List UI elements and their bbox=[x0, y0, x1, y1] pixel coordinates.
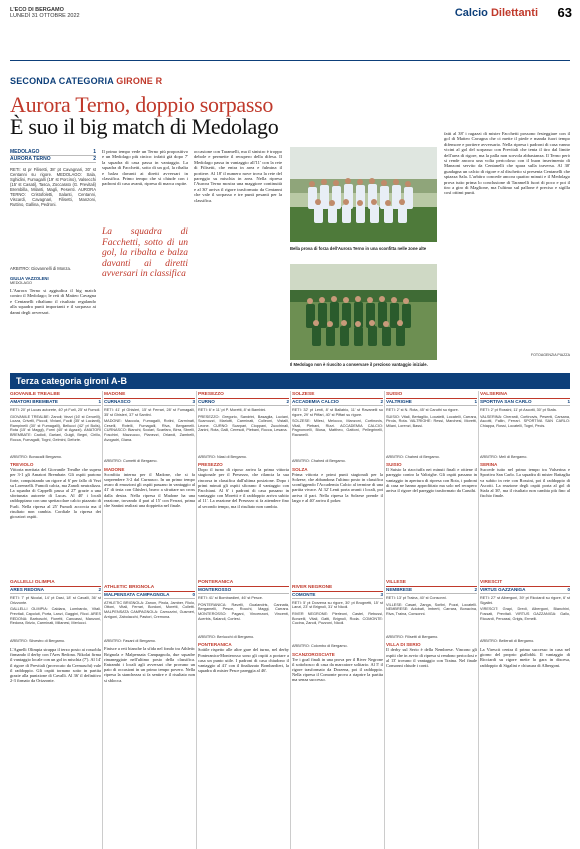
col6-team-score: 1 bbox=[567, 399, 570, 404]
col5-referee: ARBITRO: Chahed di Bergamo. bbox=[386, 454, 440, 459]
kicker-a: SECONDA CATEGORIA bbox=[10, 76, 114, 86]
col5-score2 bbox=[386, 587, 477, 594]
grid-divider bbox=[196, 391, 197, 849]
col5-loc2: VILLA DI SERIO bbox=[386, 642, 421, 648]
col2-body: Sconfitta interna per il Madone, che si fa sorprendere 3-2 dal Curnasco. In un primo tempo avaro di emozioni gli ospiti passano in vantaggio al 41' di testa con Ghisleri, bravo a sfruttare un cross dalla destra. Nella ripresa il Madone ha una reazione, trovando il pari al 15' con Ferrari, prima che Santini realizzi una doppietta nel finale. bbox=[104, 471, 195, 508]
col6-team2-score: 0 bbox=[567, 587, 570, 593]
col5-lineups: SUISIO: Vitali, Bertagllio, Locatelli, Locatelli, Carrara, Pirola, Rota. VALTRIGHE: Ressi, Marchesi, Moretti, Milani, Lorenzi, Bassi. bbox=[386, 414, 477, 428]
col1-team-score: 1 bbox=[98, 399, 101, 404]
col3-team2: MONTEROSSO bbox=[198, 587, 232, 593]
col3-loc2: PONTERANICA bbox=[198, 642, 232, 648]
col3-referee2: ARBITRO: Berlucchi di Bergamo. bbox=[198, 634, 255, 639]
kicker-b: GIRONE R bbox=[116, 76, 163, 86]
col3-lineups: PRESEZZO: Gregorio, Sandrini, Basaglia, Luciani, Scamozzi, Mariotti, Carminati, Colleoni, Vistalli, Leone. CURNO: Scarpari, Cioppani, Zucchinali, Zanini, Rota, Galli, Ceresoli, Plebani, Rocca, Lesana. bbox=[198, 414, 289, 433]
col1-lineups: GIOVANILE TREALBE: Zanoli; Vezzi (16' st Ceruelli), Lozza, Crivelli, Piccoli, Viviani, Fucili (35' st Lucianti), Rampinelli (30' st Fumagalli), Bellucci (42' pt Bolis), Rota (15' st Maggi), Forni (40' st Agazzi). AMATORI BREMBATE: Cadioli, Gariani, Guigli, Begni, Cirillo, Rocca, Fumagalli, Togni, Gelmini, Deforte. bbox=[10, 414, 101, 442]
col6-loc: SERINA bbox=[480, 462, 498, 468]
col1-referee: ARBITRO: Bonacalli Bergamo. bbox=[10, 454, 62, 459]
col3-score2 bbox=[198, 587, 289, 594]
kicker bbox=[10, 76, 162, 86]
col5-lineups2: VILLESE: Casari, Zanga, Sorlini, Pozzi, Locatelli. NEMBRESE: Adobati, Imberti, Carrara, Bonacina, Riva, Traina, Consonni. bbox=[386, 602, 477, 616]
col4-team2-score: 3 bbox=[380, 591, 383, 597]
col6-head: VALSERINA bbox=[480, 391, 570, 399]
body-col-3: occasione con Taramelli, ma il sinistro è troppo debole e permette il recupero della difesa. Il Medolago passa in vantaggio all'11' con la rete di Filisetti, che entra in area e fulmina il portiere. Al 18' il numero nove trova la rete del pareggio su mischia in area. Nella ripresa l'Aurora Terno mostra una maggiore continuità e al 30' arriva il rigore trasformato da Centanni che vale il sorpasso e tre punti pesanti per la classifica. bbox=[194, 149, 282, 203]
col1-head2: GALLELLI OLIMPIA bbox=[10, 579, 101, 587]
body-column-2 bbox=[102, 149, 188, 280]
section-band: Terza categoria gironi A-B bbox=[10, 373, 570, 389]
col2-head: MADONE bbox=[104, 391, 195, 399]
col4-team2: COMONTE bbox=[292, 591, 316, 597]
col1-loc: TREVIOLO bbox=[10, 462, 34, 468]
col6-lineups: VALSERINA: Cherardi, Cortinovis, Pesenti, Carsana, Ascotti, Fallin, Ferrari. SPORTIVA SAN CARLO: Chiappa, Rossi, Locatelli, Togni, Pecis. bbox=[480, 414, 570, 428]
col1-goals2: RETI: 7' pt Nicolai, 14' pt Dasi, 18' st Cavalli, 36' st Orizzonte. bbox=[10, 596, 101, 605]
col5-team-score: 1 bbox=[474, 399, 477, 404]
body-col-2: Il primo tempo vede un Terno più propositivo e un Medolago più cinico: infatti già dopo 7' la squadra di casa passa in vantaggio. La squadra di Facchetti, sotto di un gol, la ribalta e balza davanti ai diretti avversari in classifica. Primo tempo che si chiude con i padroni di casa avanti, ripresa di marca ospite. bbox=[102, 149, 188, 187]
away-team: AURORA TERNO bbox=[10, 156, 51, 162]
col4-head2: RIVER NEGRONE bbox=[292, 584, 383, 592]
scorebox-column bbox=[10, 149, 96, 315]
col6-body2: La Virescit centra il primo successo in casa nel giorno del proprio gialloblù. Il vantaggio di Ricciardi su rigore mette la gara in discesa, raddoppio di Sigalini e chiusura di Albergoni. bbox=[480, 646, 570, 668]
col4-team-score: 2 bbox=[380, 399, 383, 404]
photo-2-caption: Il Medolago non è riuscito a conservare il prezioso vantaggio iniziale. bbox=[290, 362, 428, 367]
col2-team-score: 3 bbox=[192, 399, 195, 404]
home-team: MEDOLAGO bbox=[10, 149, 40, 155]
col1-team2-score: 2 bbox=[98, 587, 101, 593]
col1-body2: L'Agnelli Olimpia strappa il terzo posto ai rossoblu firmando il derby con l'Ares Redona. Nikolai firma il vantaggio locale con un gol in mischia (7'). Al 14' il rigore di Previtali (provocato da Cremaschi) vale il raddoppio. Gli ospiti tornano sotto in partita grazie alla punizione di Cavalli. Al 36' il definitivo 2-3 firmato da Orizzonte. bbox=[10, 646, 101, 684]
grid-divider bbox=[478, 391, 479, 849]
col5-referee2: ARBITRO: Filisetti di Bergamo. bbox=[386, 634, 439, 639]
col5-body: Il Suisio la riacciuffa nei minuti finali e ottiene il pareggio contro la Valtrighe. Gli ospiti passano in vantaggio in apertura di ripresa con Rota, i padroni di casa ne hanno approfittato ma solo nel recupero arriva il rigore del pareggio trasformato da Caruthi. bbox=[386, 467, 477, 493]
col6-goals: RETI: 2' pt Rossini, 11' pt Ascotti, 30' pt Stafa. bbox=[480, 408, 557, 412]
photo-credit: FOTOAGENZIA PIAZZA bbox=[530, 353, 570, 357]
photo-1-caption: Bella prova di forza dell'Aurora Terno in una sconfitta nelle zone alte bbox=[290, 246, 427, 251]
col4-goals: RETI: 32' pt Lenti, 8' st Ballabio, 11' st Ravanelli su rigore, 29' st Piffari, 40' st Piffari su rigore. bbox=[292, 408, 383, 417]
col4-loc: SOLZA bbox=[292, 466, 308, 472]
col1-lineups2: GALLELLI OLIMPIA: Caldara, Lombardo, Vitali, Previtali, Capoluti, Porta, Lanzi, Gaggini, Ricci. ARES REDONA: Barboschi, Fioretti, Cancassi, Manzoni, Redona, Brizio, Carminati, Milanesi, Merlucci. bbox=[10, 607, 101, 626]
col1-goals: RETI: 20' pt Lucas autorete, 40' pt Furli, 25' st Fumoli. bbox=[10, 408, 101, 412]
col5-loc: SUISIO bbox=[386, 462, 402, 468]
grid-column-2 bbox=[104, 391, 195, 731]
col1-team2: ARES REDONA bbox=[10, 587, 44, 593]
author: GIULIA VAZZOLENI bbox=[10, 276, 49, 281]
col5-goals2: RETI: 13' pt Traina, 40' st Consonni. bbox=[386, 596, 447, 601]
col3-goals2: RETI: 41' st Bombardieri, 46' st Pesce. bbox=[198, 596, 263, 601]
col6-goals2: RETI: 27' st Albergoni, 39' pt Ricciardi su rigore, 6' st Sigalini. bbox=[480, 596, 570, 605]
col2-body2: Finisce a reti bianche la sfida nel fondo tra Athletic Brignola e Malpensata Campagnola, due squadre rimaneggiate nell'ultimo posto della classifica. Entrambi i locali agli avversari che provano un paio di occasioni in un primo tempo povero. Nella ripresa la stanchezza si fa sentire e il risultato non si sblocca. bbox=[104, 646, 195, 683]
team-photo-medolago bbox=[290, 264, 437, 360]
grid-column-1 bbox=[10, 391, 101, 732]
col6-score bbox=[480, 399, 570, 406]
col4-referee: ARBITRO: Chahed di Bergamo. bbox=[292, 459, 346, 464]
col2-head2: ATHLETIC BRIGNOLA bbox=[104, 584, 195, 592]
col1-team: AMATORI BREMBATE bbox=[10, 399, 58, 404]
col3-goals: RETI: 6' e 11' pt P. Moretti, 8' st Bambini. bbox=[198, 408, 267, 412]
col5-body2: Il derby sul Serio è della Nembrese. Vincono gli ospiti che in avvio di ripresa si rendono pericolosi e al 13' trovano il vantaggio con Traina. Nel finale Consonni chiude i conti. bbox=[386, 647, 477, 668]
col2-lineups: MADONE: Maccola, Fumagalli, Rotini, Carminati, Ceselli, Rotelli, Fumagalli, Riva, Bergamelli. CURNASCO: Bianchi, Scolari, Scarfaro, Birra, Sbrelli, Foschini, Mazzucco, Pianezzi, Orlandi, Zambelli, Avogadri, Giana. bbox=[104, 419, 195, 442]
col5-team2: NEMBRESE bbox=[386, 587, 413, 593]
section-a: Calcio bbox=[454, 7, 488, 19]
col2-score bbox=[104, 399, 195, 406]
col4-lineups2: RIVER NEGRONE: Pierleoni, Castel, Rebussi, Bonzelli, Vitali, Gatti, Brignoli, Roda. COMONTE: Cucina, Zanoli, Pozzoni, Nicoli. bbox=[292, 611, 383, 626]
col5-team: VALTRIGHE bbox=[386, 399, 412, 404]
col2-goals: RETI: 41' pt Ghisleri, 15' st Ferrari, 28' st Fumagalli, 35' st Ghisleri, 37' st Santini. bbox=[104, 408, 195, 417]
headline-line-2: È suo il big match di Medolago bbox=[10, 114, 279, 139]
home-score: 1 bbox=[93, 149, 96, 155]
col4-head: SOLZESE bbox=[292, 391, 383, 399]
grid-divider bbox=[290, 391, 291, 849]
col6-referee2: ARBITRO: Bellerati di Bergamo. bbox=[480, 639, 535, 644]
publication-name bbox=[10, 7, 80, 19]
col3-head2: PONTERANICA bbox=[198, 579, 289, 587]
col1-body: Vittoria meritata del Giovanile Trealbe che supera per 3-1 gli Amatori Brembate. Gli ospiti partono forte, conquistando un rigore al 6' per fallo di Vezi su Lorenzelli. Fumoli calcia, ma Zanoli neutralizza. La squadra di Cappelli passa al 27' grazie a una sfortunata autorete di Lucas. Al 40' i locali raddoppiano con uno spettacolare calcio piazzato di Furli. Nella ripresa al 25' Fumoli accorcia ma il risultato non cambia. Cordiale la ripresa dei giocatori ospiti. bbox=[10, 467, 101, 520]
col3-body2: Sottile rispetto alle altre gare del turno, nel derby Ponteranica-Monterosso sono gli ospiti a portare a casa un punto utile. I padroni di casa chiudono il vantaggio al 41' con il finalizzato Bombardieri, la squadra di mister Pesce pareggia al 46'. bbox=[198, 647, 289, 674]
col3-body: Dopo il turno di riposo arriva la prima vittoria stagionale per il Presezzo, che rilancia la sua rincorsa in classifica dall'ultima posizione. Dopo i primi minuti gli ospiti sfiorano il vantaggio con Pacchiani. Al 6' i padroni di casa passano in vantaggio con Moretti e il raddoppio arriva subito al 11'. La reazione del Presezzo si fa attendere fino al secondo tempo, ma il risultato non cambia. bbox=[198, 467, 289, 509]
col4-lineups: SOLZESE: Milesi, Melocco, Manzoni, Cortinovis, Vitali, Plebani, Rizzi. ACCADEMIA CALCIO: Pagnoncelli, Biosa, Mattheo, Gattoni, Pellegrinelli, Ravanelli. bbox=[292, 419, 383, 437]
col4-score bbox=[292, 399, 383, 406]
col2-referee: ARBITRO: Cumetti di Bergamo. bbox=[104, 459, 158, 464]
col6-head2: VIRESCIT bbox=[480, 579, 570, 587]
score-home bbox=[10, 149, 96, 156]
dateline: MEDOLAGO bbox=[10, 281, 32, 285]
team-photo-aurora-terno bbox=[290, 147, 437, 242]
section-title bbox=[455, 7, 538, 19]
col2-team: CURNASCO bbox=[104, 399, 131, 404]
col4-loc2: SCANZOROSCIATE bbox=[292, 651, 335, 657]
results-grid bbox=[10, 391, 570, 849]
col2-loc: MADONE bbox=[104, 466, 125, 472]
grid-divider bbox=[384, 391, 385, 849]
col5-team2-score: 2 bbox=[474, 587, 477, 593]
page-number: 63 bbox=[557, 5, 572, 20]
col1-score2 bbox=[10, 587, 101, 594]
grid-divider bbox=[102, 391, 103, 849]
col6-team2: VIRTUS GAZZANIGA bbox=[480, 587, 526, 593]
headline-line-1: Aurora Terno, doppio sorpasso bbox=[10, 92, 274, 117]
col1-referee2: ARBITRO: Silvestro di Bergamo. bbox=[10, 639, 66, 644]
col1-head: GIOVANILE TREALBE bbox=[10, 391, 101, 399]
publication-date: LUNEDÌ 31 OTTOBRE 2022 bbox=[10, 13, 80, 19]
col6-lineups2: VIRESCIT: Grapi, Dredi, Albergoni, Bianchini, Fossati, Previtali. VIRTUS GAZZANIGA: Gallo, Riccardi, Percassi, Grigis, Ermelli. bbox=[480, 607, 570, 621]
col3-team: CURNO bbox=[198, 399, 215, 404]
col5-head: SUISIO bbox=[386, 391, 477, 399]
col3-lineups2: PONTERANICA: Ravelli, Gualandris, Cannatà, Bergamelli, Pesce, Rocchi, Maggi, Carrara. MONTEROSSO: Pagani, Vincenzoni, Vincenti, Acerbis, Salandi, Cortesi. bbox=[198, 602, 289, 621]
grid-column-5 bbox=[386, 391, 477, 725]
col3-referee: ARBITRO: Niasi di Bergamo. bbox=[198, 454, 247, 459]
col6-team: SPORTIVA SAN CARLO bbox=[480, 399, 532, 404]
col3-head: PRESEZZO bbox=[198, 391, 289, 399]
col5-goals: RETI: 2' st N. Rota, 45' st Caruthi su rigore. bbox=[386, 408, 459, 412]
grid-column-6 bbox=[480, 391, 570, 732]
col4-body2: Tre i goal finali in una prova per il River Negrone il sottobosco di casa da marcatore solitario. Al 5' il rigore trasformato da Dorzena, poi il raddoppio. Nella ripresa il Comonte prova a riaprire la partita ma senza successo. bbox=[292, 656, 383, 683]
pull-quote: La squadra di Facchetti, sotto di un gol, la ribalta e balza davanti ai diretti avversari in classifica bbox=[102, 227, 188, 279]
col4-goals2: RETI: 5' pt Dorzena su rigore, 30' pt Brugnetti, 15' st Lanzi, 23' st Brignoli, 31' st Nicoli. bbox=[292, 600, 383, 610]
col1-score bbox=[10, 399, 101, 406]
lineups: RETI: st pr Filisetti, 38' pt Cavagnari, 30' st Centanni su rigore. MEDOLAGO: Sala, Sghidini, Fumagalli (19' st Porcino), Valsecchi (15' st Casati), Tasca, Zoccarato (G. Previtali) Brembilla, Milanti, Magli, Pesenti. AURORA TERNO: Cristofoletti, Salanti, Centanni, Viscardi, Cavagnari, Filisetti, Manzoni, Ruttino, Gallina, Pedroni. bbox=[10, 167, 96, 207]
col4-body: Prima vittoria e primi punti stagionali per la Solzese, che abbandona l'ultimo posto in classifica sconfiggendo l'Accademia Calcio al termine di una partita vivace. Al 32' Lenti porta avanti i locali, poi arriva il pari. Nella ripresa la Solzese prende il largo e al 40' arriva il poker. bbox=[292, 471, 383, 503]
col2-referee2: ARBITRO: Fasani di Bergamo. bbox=[104, 638, 156, 643]
col6-body: Succede tutto nel primo tempo tra Valserina e Sportiva San Carlo. La squadra di mister Battaglia va subito in rete con Rossini, poi il raddoppio di Ascotti. La reazione degli ospiti porta al gol di Stafa al 30', ma il risultato non cambia più fino al fischio finale. bbox=[480, 467, 570, 499]
col5-head2: VILLESE bbox=[386, 579, 477, 587]
col6-score2 bbox=[480, 587, 570, 594]
section-b: Dilettanti bbox=[490, 7, 538, 19]
page-header bbox=[0, 0, 580, 86]
body-col-4: fatti al 38' i ragazzi di mister Facchetti possono festeggiare con il gol di Matteo Cavagna che ci mette il piede e manda fuori tempo difensore e portiere avversario. Nella ripresa i padroni di casa vanno vicini al gol del sorpasso con Previtali che tenta il tiro dal limite dell'area di rigore, ma la palla non sorvola abbastanza. Il Terno però si rende ancora una volta pericoloso con il buon inserimento di Manzoni servito da Centanelli che spara sulla traversa. Al 30' guadagna un calcio di rigore e al dischetto si presenta Centanelli che spiazza Sala. L'arbitro concede ancora quattro minuti e il Medolago prova tutto prima lo conclusione di Taramelli fuori di poco e poi il tiro a giro di Maglione, ma l'ultimo sul pallone è preciso e sigilla così ottimi punti. bbox=[444, 131, 570, 196]
col2-score2 bbox=[104, 592, 195, 599]
publication-title: L'ECO DI BERGAMO bbox=[10, 7, 64, 13]
col6-referee: ARBITRO: Meli di Bergamo. bbox=[480, 454, 528, 459]
grid-column-3 bbox=[198, 391, 289, 725]
col3-team-score: 2 bbox=[286, 399, 289, 404]
col4-referee2: ARBITRO: Colombo di Bergamo. bbox=[292, 643, 348, 648]
col2-team2: MALPENSATA CAMPAGNOLA bbox=[104, 591, 170, 597]
grid-column-4 bbox=[292, 391, 383, 735]
col2-team2-score: 0 bbox=[192, 591, 195, 597]
away-score: 2 bbox=[93, 156, 96, 162]
col3-score bbox=[198, 399, 289, 406]
col4-score2 bbox=[292, 592, 383, 599]
body-col-1: L'Aurora Terno si aggiudica il big match contro il Medolago; le reti di Matteo Cavagna e Centanelli ribaltano il risultato regalando alla squadra punti importanti e il sorpasso ai danni degli avversari. bbox=[10, 288, 96, 315]
col3-loc: PRESEZZO bbox=[198, 462, 223, 468]
col4-team: ACCADEMIA CALCIO bbox=[292, 399, 339, 404]
col2-lineups2: ATHLETIC BRIGNOLA: Zanon, Pirola, Jamber, Riolo, Ottoni, Vitali, Ferrari, Bordoni, Moretti, Colletti. MALPENSATA CAMPAGNOLA: Carrozzini, Gusmeri, Arrigoni, Zabolacchi, Pastori, Cremona. bbox=[104, 600, 195, 619]
header-rule bbox=[10, 60, 570, 61]
body-column-4 bbox=[444, 131, 570, 358]
col5-score bbox=[386, 399, 477, 406]
referee: ARBITRO: Giovannelli di Monza. bbox=[10, 266, 71, 271]
headline bbox=[10, 94, 380, 138]
score-away bbox=[10, 156, 96, 163]
